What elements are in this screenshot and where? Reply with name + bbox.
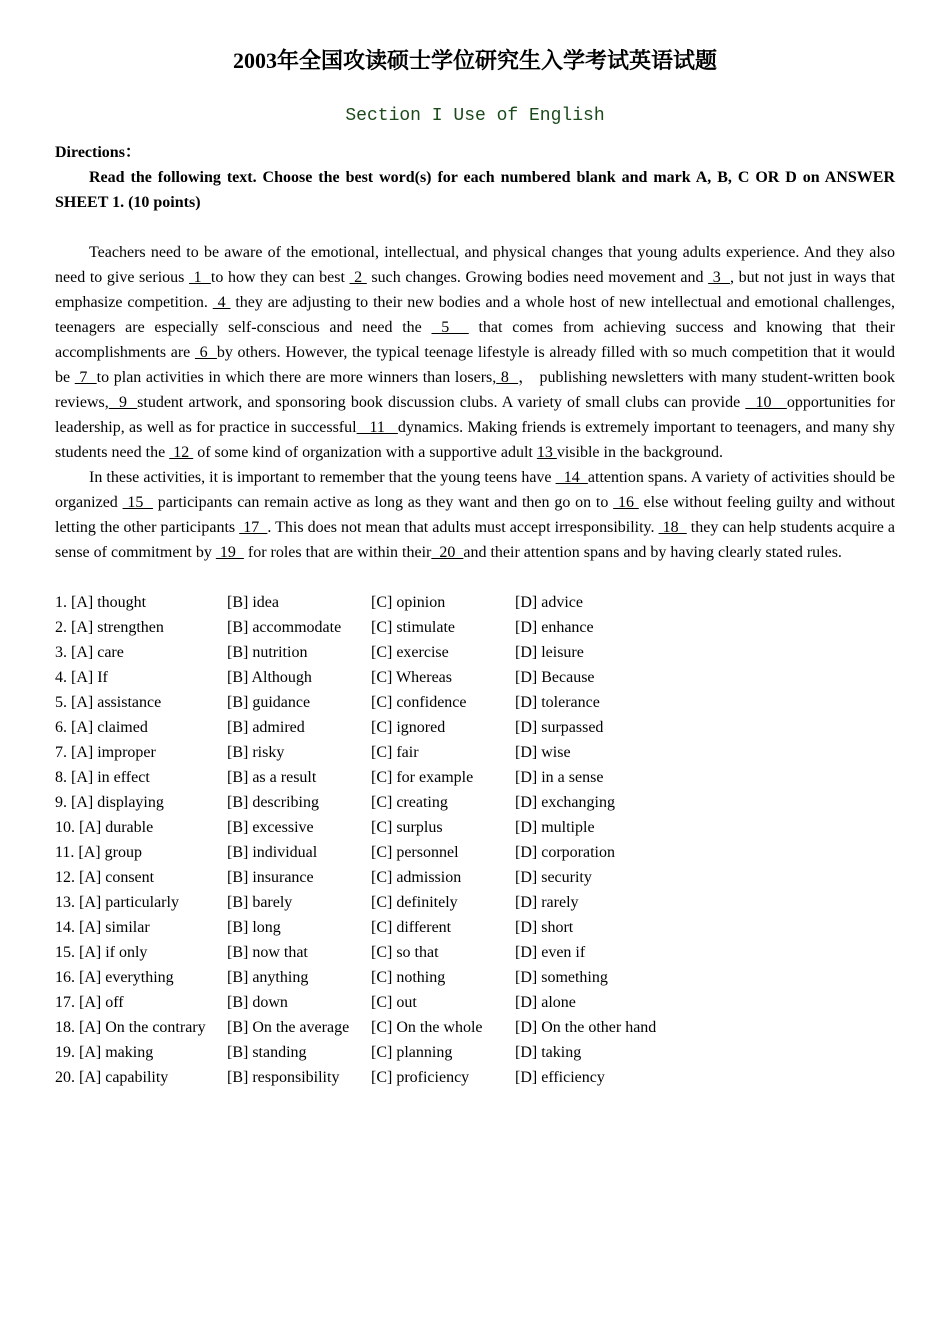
- option-row: [55, 1040, 895, 1065]
- option-row: [55, 990, 895, 1015]
- option-choice: [C] opinion: [371, 594, 446, 611]
- option-choice: 14. [A] similar: [55, 919, 150, 936]
- passage-text: to how they can best: [210, 269, 350, 286]
- option-choice: [D] corporation: [515, 844, 615, 861]
- option-choice: [D] enhance: [515, 619, 594, 636]
- option-choice: 4. [A] If: [55, 669, 108, 686]
- option-row: [55, 615, 895, 640]
- option-choice: [C] On the whole: [371, 1019, 483, 1036]
- passage-paragraph-2: [55, 465, 895, 565]
- passage-text: that comes from achieving success and knowing that their accomplishments are: [55, 319, 895, 361]
- option-row: [55, 590, 895, 615]
- option-choice: [D] surpassed: [515, 719, 604, 736]
- option-row: [55, 640, 895, 665]
- option-row: [55, 815, 895, 840]
- option-choice: [D] leisure: [515, 644, 584, 661]
- option-row: [55, 690, 895, 715]
- option-choice: [C] out: [371, 994, 417, 1011]
- passage-text: they are adjusting to their new bodies and a whole host of new intellectual and emotional challenges, teenagers are especially self-conscious and need the: [55, 294, 896, 336]
- answer-blank: 2: [349, 269, 367, 286]
- option-choice: [C] surplus: [371, 819, 443, 836]
- passage-text: and their attention spans and by having clearly stated rules.: [463, 544, 842, 561]
- option-choice: [D] exchanging: [515, 794, 615, 811]
- passage-text: of some kind of organization with a supportive adult: [193, 444, 537, 461]
- passage-text: else without feeling guilty and without letting the other participants: [55, 494, 896, 536]
- option-choice: [D] efficiency: [515, 1069, 605, 1086]
- answer-blank: 3: [708, 269, 730, 286]
- answer-blank: 4: [212, 294, 231, 311]
- passage-text: they can help students acquire a sense of commitment by: [55, 519, 896, 561]
- option-choice: [C] proficiency: [371, 1069, 470, 1086]
- passage-text: visible in the background.: [556, 444, 724, 461]
- option-choice: [C] Whereas: [371, 669, 452, 686]
- option-choice: [C] admission: [371, 869, 462, 886]
- answer-blank: 1: [189, 269, 211, 286]
- option-choice: [D] security: [515, 869, 592, 886]
- directions-text: Read the following text. Choose the best word(s) for each numbered blank and mark A, B, C OR D on ANSWER SHEET 1. (10 points): [55, 169, 895, 211]
- option-choice: 7. [A] improper: [55, 744, 156, 761]
- section-heading: Section I Use of English: [345, 106, 605, 126]
- option-row: [55, 665, 895, 690]
- option-choice: [B] admired: [227, 719, 305, 736]
- option-choice: [B] responsibility: [227, 1069, 340, 1086]
- passage-text: opportunities for leadership, as well as for practice in successful: [55, 394, 896, 436]
- answer-blank: 9: [108, 394, 138, 411]
- passage-text: Teachers need to be aware of the emotional, intellectual, and physical changes that young adults experience. And they also need to give serious: [55, 244, 895, 286]
- option-choice: [B] idea: [227, 594, 279, 611]
- passage-text: attention spans. A variety of activities should be organized: [55, 469, 896, 511]
- passage-text: participants can remain active as long as they want and then go on to: [152, 494, 614, 511]
- passage-text: In these activities, it is important to remember that the young teens have: [89, 469, 556, 486]
- answer-blank: 17: [239, 519, 268, 536]
- answer-blank: 18: [658, 519, 687, 536]
- option-row: [55, 1015, 895, 1040]
- answer-blank: 11: [356, 419, 398, 436]
- option-choice: [B] excessive: [227, 819, 314, 836]
- answer-blank: 7: [74, 369, 97, 386]
- passage-text: student artwork, and sponsoring book discussion clubs. A variety of small clubs can provide: [137, 394, 746, 411]
- option-choice: 8. [A] in effect: [55, 769, 150, 786]
- passage-text: for roles that are within their: [243, 544, 432, 561]
- option-choice: [C] planning: [371, 1044, 453, 1061]
- option-choice: [B] describing: [227, 794, 319, 811]
- option-choice: [C] ignored: [371, 719, 446, 736]
- passage-text: dynamics. Making friends is extremely important to teenagers, and many shy students need the: [55, 419, 896, 461]
- option-row: [55, 1065, 895, 1090]
- option-choice: 16. [A] everything: [55, 969, 174, 986]
- option-choice: 13. [A] particularly: [55, 894, 179, 911]
- option-choice: 5. [A] assistance: [55, 694, 162, 711]
- option-choice: [C] fair: [371, 744, 419, 761]
- option-choice: [D] wise: [515, 744, 571, 761]
- option-choice: [C] exercise: [371, 644, 449, 661]
- option-choice: 17. [A] off: [55, 994, 124, 1011]
- option-choice: [B] On the average: [227, 1019, 350, 1036]
- option-choice: [D] short: [515, 919, 574, 936]
- passage-text: . This does not mean that adults must accept irresponsibility.: [267, 519, 659, 536]
- directions-label: Directions：: [55, 144, 141, 161]
- option-choice: [B] anything: [227, 969, 309, 986]
- option-choice: 18. [A] On the contrary: [55, 1019, 206, 1036]
- answer-blank: 13: [536, 444, 557, 461]
- option-choice: 1. [A] thought: [55, 594, 147, 611]
- option-choice: [C] personnel: [371, 844, 459, 861]
- option-row: [55, 865, 895, 890]
- option-choice: [B] accommodate: [227, 619, 342, 636]
- answer-options: [55, 590, 895, 1090]
- option-row: [55, 715, 895, 740]
- option-choice: [D] Because: [515, 669, 595, 686]
- answer-blank: 16: [613, 494, 639, 511]
- option-choice: 11. [A] group: [55, 844, 142, 861]
- option-choice: [D] On the other hand: [515, 1019, 657, 1036]
- option-choice: 9. [A] displaying: [55, 794, 164, 811]
- option-choice: [D] taking: [515, 1044, 582, 1061]
- option-choice: [B] as a result: [227, 769, 317, 786]
- option-choice: 2. [A] strengthen: [55, 619, 164, 636]
- answer-blank: 12: [169, 444, 194, 461]
- option-choice: 15. [A] if only: [55, 944, 148, 961]
- option-choice: [C] stimulate: [371, 619, 455, 636]
- option-choice: [D] multiple: [515, 819, 595, 836]
- cloze-passage: [55, 240, 895, 565]
- option-choice: [B] risky: [227, 744, 285, 761]
- option-choice: [B] barely: [227, 894, 293, 911]
- option-choice: [C] confidence: [371, 694, 467, 711]
- option-choice: 3. [A] care: [55, 644, 124, 661]
- option-choice: [D] tolerance: [515, 694, 600, 711]
- option-choice: [C] different: [371, 919, 452, 936]
- answer-blank: 14: [555, 469, 588, 486]
- option-choice: 6. [A] claimed: [55, 719, 148, 736]
- option-choice: [D] rarely: [515, 894, 579, 911]
- option-choice: [D] something: [515, 969, 608, 986]
- passage-text: by others. However, the typical teenage lifestyle is already filled with so much competition that it would be: [55, 344, 896, 386]
- option-choice: [B] now that: [227, 944, 308, 961]
- option-row: [55, 940, 895, 965]
- option-choice: 20. [A] capability: [55, 1069, 169, 1086]
- option-row: [55, 890, 895, 915]
- option-row: [55, 915, 895, 940]
- option-choice: [C] for example: [371, 769, 474, 786]
- option-choice: [B] insurance: [227, 869, 314, 886]
- answer-blank: 19: [215, 544, 244, 561]
- option-choice: 10. [A] durable: [55, 819, 154, 836]
- exam-title: 2003年全国攻读硕士学位研究生入学考试英语试题: [232, 48, 717, 73]
- passage-text: such changes. Growing bodies need movement and: [366, 269, 709, 286]
- option-row: [55, 790, 895, 815]
- option-choice: [C] definitely: [371, 894, 458, 911]
- answer-blank: 6: [194, 344, 217, 361]
- option-choice: [D] advice: [515, 594, 583, 611]
- option-choice: [C] creating: [371, 794, 448, 811]
- passage-text: ， publishing newsletters with many student-written book reviews,: [55, 369, 896, 411]
- passage-paragraph-1: [55, 240, 895, 465]
- option-choice: 12. [A] consent: [55, 869, 155, 886]
- option-choice: [B] individual: [227, 844, 318, 861]
- answer-blank: 8: [496, 369, 519, 386]
- exam-page: [55, 40, 895, 1090]
- answer-blank: 15: [122, 494, 153, 511]
- option-choice: [B] nutrition: [227, 644, 308, 661]
- answer-blank: 5: [431, 319, 469, 336]
- option-choice: [D] alone: [515, 994, 576, 1011]
- option-row: [55, 965, 895, 990]
- option-choice: [B] guidance: [227, 694, 311, 711]
- passage-text: , but not just in ways that emphasize competition.: [55, 269, 896, 311]
- option-choice: [D] in a sense: [515, 769, 604, 786]
- option-row: [55, 765, 895, 790]
- option-choice: [C] so that: [371, 944, 439, 961]
- passage-text: to plan activities in which there are more winners than losers,: [96, 369, 497, 386]
- option-choice: [B] standing: [227, 1044, 307, 1061]
- answer-blank: 20: [431, 544, 464, 561]
- option-choice: [B] Although: [227, 669, 312, 686]
- option-choice: [D] even if: [515, 944, 586, 961]
- option-row: [55, 840, 895, 865]
- option-choice: [B] long: [227, 919, 281, 936]
- option-choice: 19. [A] making: [55, 1044, 154, 1061]
- answer-blank: 10: [745, 394, 787, 411]
- option-choice: [C] nothing: [371, 969, 446, 986]
- option-row: [55, 740, 895, 765]
- option-choice: [B] down: [227, 994, 288, 1011]
